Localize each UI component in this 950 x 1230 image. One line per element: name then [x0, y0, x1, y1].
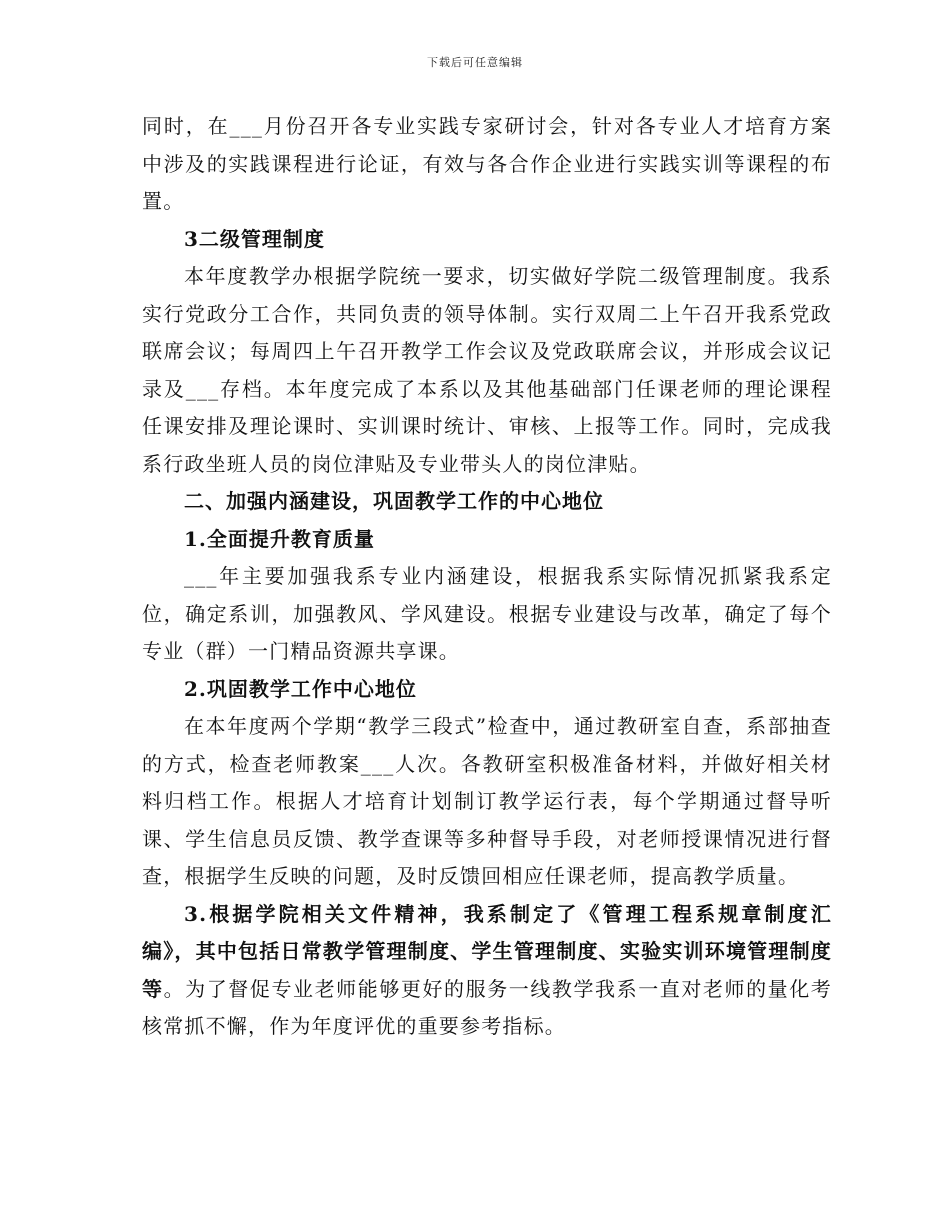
paragraph-management-system: 本年度教学办根据学院统一要求，切实做好学院二级管理制度。我系实行党政分工合作，共同负责的领导体制。实行双周二上午召开我系党政联席会议；每周四上午召开教学工作会议及党政联席会议，并形成会议记录及___存档。本年度完成了本系以及其他基础部门任课老师的理论课程任课安排及理论课时、实训课时统计、审核、上报等工作。同时，完成我系行政坐班人员的岗位津贴及专业带头人的岗位津贴。 [142, 264, 832, 476]
heading-improve-quality: 1.全面提升教育质量 [184, 526, 375, 551]
regulations-rest-text: 。为了督促专业老师能够更好的服务一线教学我系一直对老师的量化考核常抓不懈，作为年度评优的重要参考指标。 [142, 976, 832, 1038]
page-header-note: 下载后可任意编辑 [427, 56, 523, 69]
heading-teaching-center: 2.巩固教学工作中心地位 [184, 676, 417, 701]
document-body [142, 108, 832, 1046]
heading-connotation-construction: 二、加强内涵建设，巩固教学工作的中心地位 [184, 489, 604, 513]
paragraph-practice-seminar: 同时，在___月份召开各专业实践专家研讨会，针对各专业人才培育方案中涉及的实践课程进行论证，有效与各合作企业进行实践实训等课程的布置。 [142, 114, 832, 213]
heading-secondary-management: 3二级管理制度 [184, 226, 325, 251]
paragraph-improve-quality: ___年主要加强我系专业内涵建设，根据我系实际情况抓紧我系定位，确定系训，加强教风、学风建设。根据专业建设与改革，确定了每个专业（群）一门精品资源共享课。 [142, 564, 832, 663]
paragraph-regulations [142, 896, 832, 1046]
paragraph-teaching-center: 在本年度两个学期“教学三段式”检查中，通过教研室自查，系部抽查的方式，检查老师教案___人次。各教研室积极准备材料，并做好相关材料归档工作。根据人才培育计划制订教学运行表，每个学期通过督导听课、学生信息员反馈、教学查课等多种督导手段，对老师授课情况进行督查，根据学生反映的问题，及时反馈回相应任课老师，提高教学质量。 [142, 714, 832, 888]
regulations-bold-text: 3.根据学院相关文件精神，我系制定了《管理工程系规章制度汇编》，其中包括日常教学管理制度、学生管理制度、实验实训环境管理制度等 [142, 901, 832, 1001]
